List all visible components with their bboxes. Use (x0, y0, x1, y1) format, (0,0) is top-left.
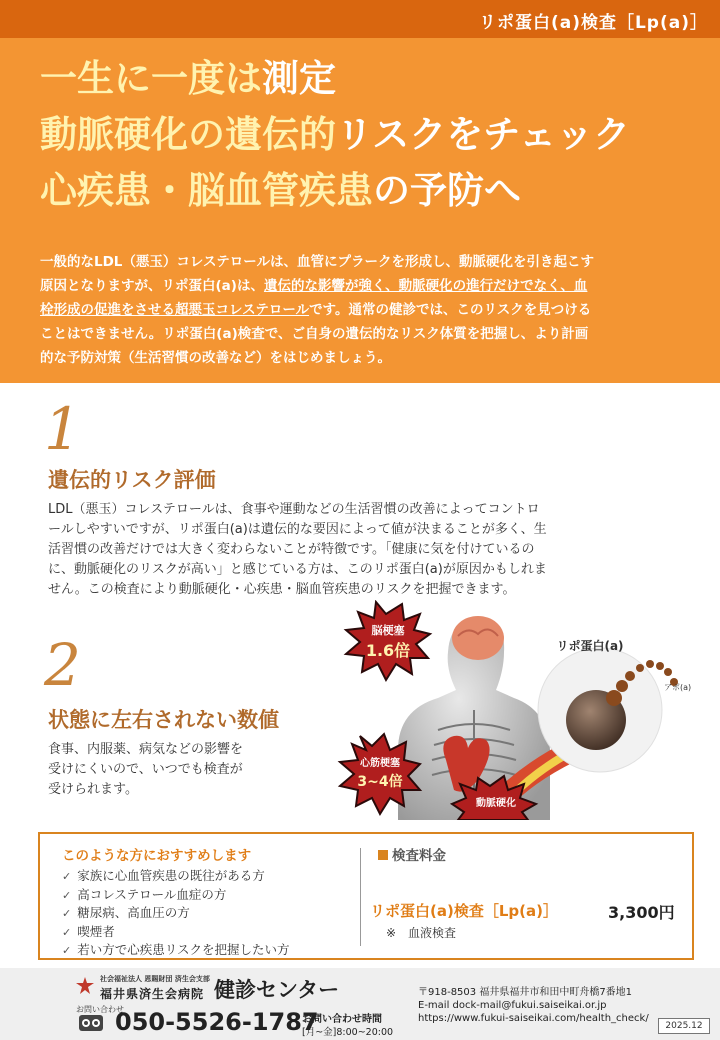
apo-label: アポ(a) (664, 683, 692, 692)
list-item: ✓ 家族に心血管疾患の既往がある方 (62, 867, 289, 886)
phone-icon (78, 1014, 104, 1032)
burst-value-infarction: 3~4倍 (357, 774, 403, 790)
postal-address: 〒918-8503 福井県福井市和田中町舟橋7番地1 (418, 987, 633, 998)
contact-address (418, 986, 649, 1025)
burst-label-arteriosclerosis: 動脈硬化 (476, 798, 516, 809)
section-1-body: LDL（悪玉）コレステロールは、食事や運動などの生活習慣の改善によってコントロ ールしやすいですが、リポ蛋白(a)は遺伝的な要因によって値が決まることが多く、生 活習慣の改善だけでは大きく変わらないことが特徴です。「健康に気を付けているの に、動脈硬化のリスクが高い」と感じている方は、このリポ蛋白(a)が原因かもしれま せん。この検査により動脈硬化・心疾患・脳血管疾患のリスクを把握できます。 (48, 502, 547, 597)
risk-illustration (328, 600, 720, 820)
section-2-body: 食事、内服薬、病気などの影響を 受けにくいので、いつでも検査が 受けられます。 (48, 742, 244, 797)
org-affiliation: 社会福祉法人 恩賜財団 済生会支部 (100, 975, 210, 983)
hero-banner (0, 38, 720, 383)
burst-label-stroke: 脳梗塞 (371, 624, 405, 637)
center-name: 健診センター (214, 978, 340, 1002)
fee-exam-name: リポ蛋白(a)検査［Lp(a)］ (370, 902, 558, 920)
issue-date: 2025.12 (658, 1018, 710, 1034)
hours-title: お問い合わせ時間 (302, 1014, 382, 1025)
recommend-list (62, 867, 289, 960)
org-name: 福井県済生会病院 (100, 987, 205, 1001)
phone-number[interactable]: 050-5526-1787 (115, 1008, 319, 1036)
hours: [月~金]8:00~20:00 (302, 1027, 394, 1038)
headline-line-2: 動脈硬化の遺伝的リスクをチェック (40, 113, 631, 156)
hospital-logo-icon (75, 976, 95, 996)
square-bullet-icon (378, 850, 388, 860)
recommend-title: このような方におすすめします (62, 848, 252, 864)
list-item: ✓ 高コレステロール血症の方 (62, 886, 289, 905)
fee-title: 検査料金 (378, 844, 446, 864)
fee-note: ※ 血液検査 (386, 926, 457, 940)
website-link[interactable]: https://www.fukui-saiseikai.com/health_check/ (418, 1013, 649, 1024)
burst-label-infarction: 心筋梗塞 (360, 758, 400, 769)
divider (360, 848, 361, 946)
brain-shape (452, 616, 504, 660)
footer (0, 968, 720, 1040)
section-1-number: 1 (44, 395, 81, 463)
list-item: ✓ 糖尿病、高血圧の方 (62, 904, 289, 923)
list-item: ✓ 喫煙者 (62, 923, 289, 942)
section-2-title: 状態に左右されない数値 (48, 708, 279, 732)
email-link[interactable]: E-mail dock-mail@fukui.saiseikai.or.jp (418, 1000, 607, 1011)
exam-tag: リポ蛋白(a)検査［Lp(a)］ (478, 13, 708, 33)
headline-line-3: 心疾患・脳血管疾患の予防へ (40, 169, 521, 212)
burst-value-stroke: 1.6倍 (365, 641, 411, 660)
section-2-number: 2 (44, 631, 81, 699)
section-1-title: 遺伝的リスク評価 (48, 468, 216, 492)
inquiry-label: お問い合わせ (76, 1005, 124, 1014)
list-item: ✓ 若い方で心疾患リスクを把握したい方 (62, 941, 289, 960)
header-bar (0, 0, 720, 38)
intro-paragraph: 一般的なLDL（悪玉）コレステロールは、血管にプラークを形成し、動脈硬化を引き起こす 原因となりますが、リポ蛋白(a)は、遺伝的な影響が強く、動脈硬化の進行だけでなく、血 栓形成の促進をさせる超悪玉コレステロールです。通常の健診では、このリスクを見つける ことはできません。リポ蛋白(a)検査で、ご自身の遺伝的なリスク体質を把握し、より計画 的な予防対策（生活習慣の改善など）をはじめましょう。 (40, 254, 594, 366)
headline-line-1: 一生に一度は測定 (40, 57, 336, 100)
lpa-label: リポ蛋白(a) (556, 639, 624, 653)
recommendation-box (38, 832, 694, 960)
fee-price: 3,300円 (608, 903, 675, 922)
